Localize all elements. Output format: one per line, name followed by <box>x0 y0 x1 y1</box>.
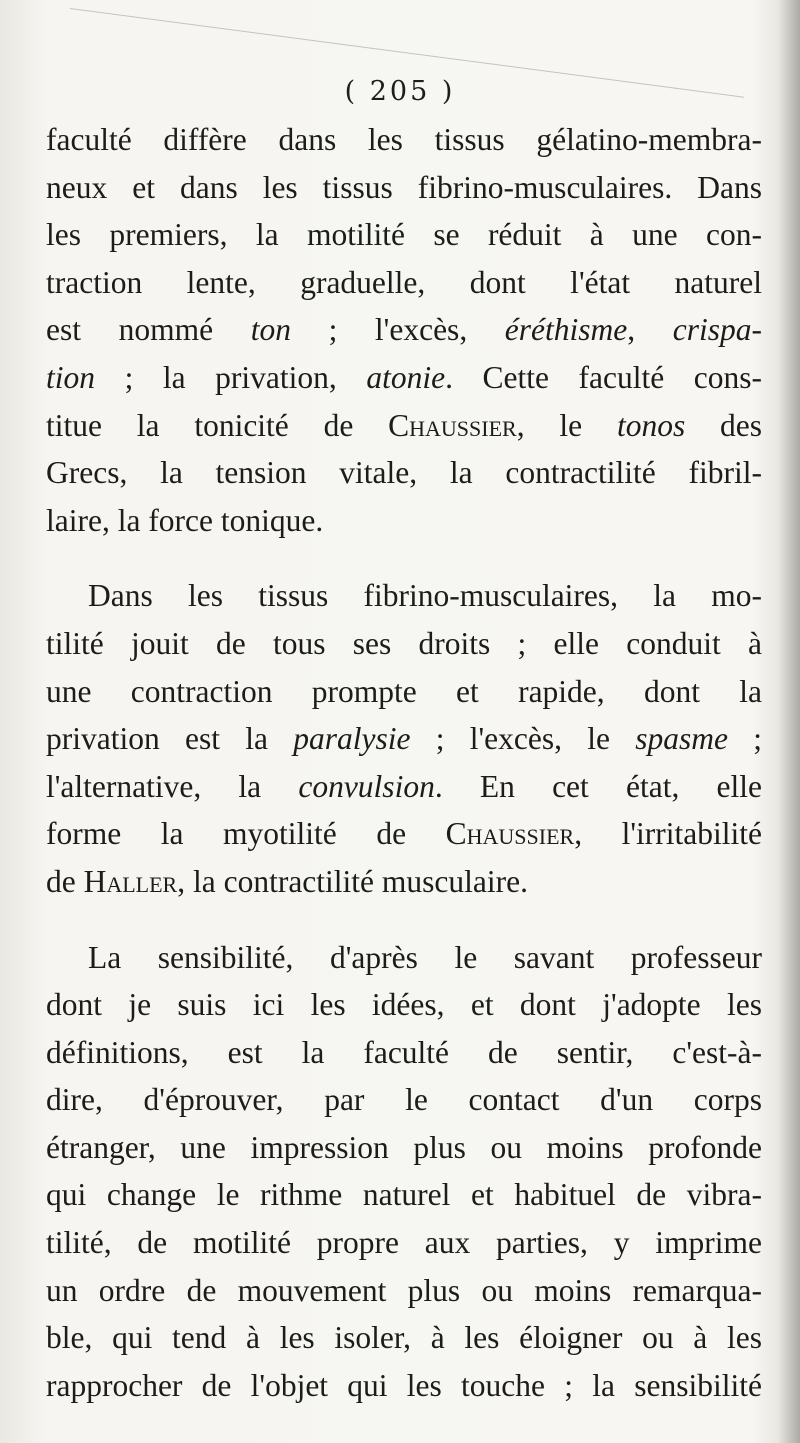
text-run: dont je suis ici les idées, et dont j'adopte les <box>46 987 762 1023</box>
italic-term: éréthisme <box>504 312 628 348</box>
text-run: ; l'excès, <box>290 312 505 348</box>
text-run: Grecs, la tension vitale, la contractilité fibril- <box>46 455 762 491</box>
text-line <box>46 1124 762 1172</box>
text-run: , la contractilité musculaire. <box>177 863 528 899</box>
text-line <box>46 306 762 354</box>
text-run: titue la tonicité de <box>46 407 389 443</box>
text-run: neux et dans les tissus fibrino-musculaires. Dans <box>46 169 762 205</box>
text-run: qui change le rithme naturel et habituel de vibra- <box>46 1177 762 1213</box>
text-run: est nommé <box>46 312 251 348</box>
paragraph-3 <box>46 934 762 1410</box>
text-run: , le <box>516 407 617 443</box>
text-run: forme la myotilité de <box>46 816 446 852</box>
text-run: de <box>46 863 84 899</box>
italic-term: spasme <box>635 721 728 757</box>
author-name: Chaussier <box>388 407 517 443</box>
author-name: Chaussier <box>445 816 575 852</box>
text-line <box>46 715 762 763</box>
text-run: des <box>685 407 762 443</box>
italic-term: atonie <box>366 359 446 395</box>
text-run: Dans les tissus fibrino-musculaires, la mo- <box>88 578 762 614</box>
text-line <box>46 1314 762 1362</box>
paragraph-1 <box>46 116 762 544</box>
italic-term: tion <box>46 359 96 395</box>
page-number: ( 205 ) <box>344 76 456 107</box>
text-line <box>46 620 762 668</box>
text-run: un ordre de mouvement plus ou moins remarqua- <box>46 1272 762 1308</box>
italic-term: convulsion <box>298 768 435 804</box>
text-run: tilité, de motilité propre aux parties, y imprime <box>46 1225 762 1261</box>
text-run: traction lente, graduelle, dont l'état naturel <box>46 264 762 300</box>
text-line <box>46 1076 762 1124</box>
text-line <box>46 354 762 402</box>
text-run: . En cet état, elle <box>434 768 762 804</box>
text-run: les premiers, la motilité se réduit à une con- <box>46 217 762 253</box>
text-line <box>46 572 762 620</box>
text-run: faculté diffère dans les tissus gélatino-membra- <box>46 122 762 157</box>
text-run: ; <box>727 721 762 757</box>
paragraph-2 <box>46 572 762 905</box>
text-line <box>46 1267 762 1315</box>
text-line <box>46 1362 762 1410</box>
binding-shadow <box>778 0 800 1443</box>
text-line <box>46 164 762 212</box>
author-name: Haller <box>83 863 178 899</box>
text-run: privation est la <box>46 721 294 757</box>
text-run: , l'irritabilité <box>574 816 762 852</box>
text-line <box>46 858 762 906</box>
italic-term: ton <box>250 312 291 348</box>
text-line <box>46 981 762 1029</box>
text-line <box>46 402 762 450</box>
text-line <box>46 1219 762 1267</box>
text-run: dire, d'éprouver, par le contact d'un corps <box>46 1082 762 1118</box>
text-run: rapprocher de l'objet qui les touche ; la sensibilité <box>46 1367 762 1403</box>
text-run: laire, la force tonique. <box>46 502 324 538</box>
text-line <box>46 934 762 982</box>
text-run: , <box>627 312 673 348</box>
body-text <box>46 116 762 1409</box>
text-line <box>46 449 762 497</box>
text-run: définitions, est la faculté de sentir, c'est-à- <box>46 1034 762 1070</box>
text-line <box>46 763 762 811</box>
text-run: La sensibilité, d'après le savant professeur <box>88 939 762 975</box>
text-line <box>46 116 762 164</box>
text-line <box>46 810 762 858</box>
text-run: une contraction prompte et rapide, dont la <box>46 673 762 709</box>
text-line <box>46 259 762 307</box>
text-line <box>46 1171 762 1219</box>
text-line <box>46 1029 762 1077</box>
text-run: ; la privation, <box>95 359 367 395</box>
text-run: ; l'excès, le <box>410 721 636 757</box>
italic-term: paralysie <box>293 721 411 757</box>
italic-term: crispa- <box>672 312 762 348</box>
text-run: étranger, une impression plus ou moins profonde <box>46 1129 762 1165</box>
text-line <box>46 211 762 259</box>
text-run: . Cette faculté cons- <box>445 359 762 395</box>
text-run: l'alternative, la <box>46 768 299 804</box>
italic-term: tonos <box>616 407 686 443</box>
text-line <box>46 497 762 545</box>
text-line <box>46 668 762 716</box>
text-run: ble, qui tend à les isoler, à les éloigner ou à les <box>46 1320 762 1356</box>
text-run: tilité jouit de tous ses droits ; elle conduit à <box>46 625 762 661</box>
